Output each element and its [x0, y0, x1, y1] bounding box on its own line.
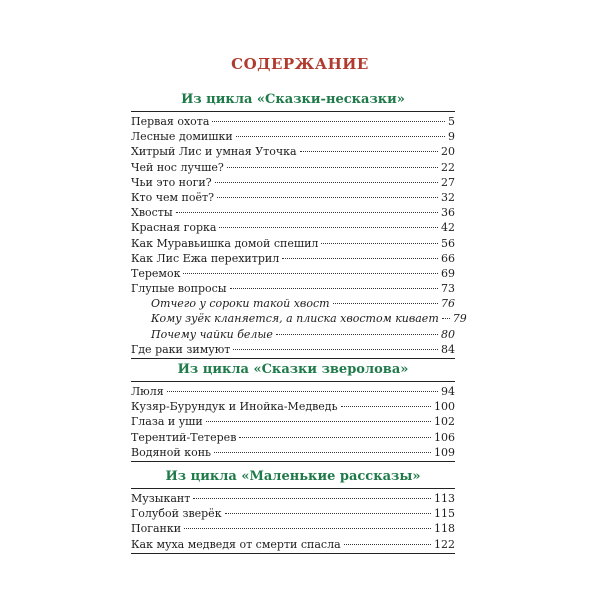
dot-leader: [321, 243, 438, 244]
page-number: 32: [441, 190, 455, 204]
entry-title: Как Лис Ежа перехитрил: [131, 251, 280, 265]
dot-leader: [184, 528, 431, 529]
dot-leader: [214, 452, 431, 453]
dot-leader: [217, 197, 438, 198]
page-number: 106: [434, 430, 455, 444]
dot-leader: [176, 212, 438, 213]
dot-leader: [300, 151, 438, 152]
entry-title: Чьи это ноги?: [131, 175, 212, 189]
page-number: 20: [441, 145, 455, 159]
toc-entry: [131, 384, 455, 399]
dot-leader: [282, 258, 438, 259]
page-number: 100: [434, 400, 455, 414]
dot-leader: [276, 334, 438, 335]
dot-leader: [442, 318, 450, 319]
toc-list: [131, 491, 455, 554]
toc-entry: [131, 342, 455, 357]
dot-leader: [215, 182, 438, 183]
entry-title: Люля: [131, 385, 164, 398]
dot-leader: [333, 303, 438, 304]
entry-title: Глаза и уши: [131, 415, 203, 429]
divider: [131, 111, 455, 112]
dot-leader: [227, 167, 438, 168]
dot-leader: [212, 121, 445, 122]
section-2: [131, 359, 455, 462]
section-heading: Из цикла «Сказки-несказки»: [181, 92, 405, 107]
page-number: 36: [441, 206, 455, 220]
page-number: 94: [441, 385, 455, 398]
toc-entry: [131, 205, 455, 220]
entry-title: Кому зуёк кланяется, а плиска хвостом кивает: [151, 312, 439, 326]
page-number: 109: [434, 445, 455, 459]
dot-leader: [183, 273, 438, 274]
dot-leader: [236, 136, 445, 137]
toc-subentry: [131, 311, 467, 326]
entry-title: Где раки зимуют: [131, 342, 231, 356]
page-number: 73: [441, 282, 455, 296]
toc-list: [131, 114, 467, 359]
entry-title: Хвосты: [131, 206, 173, 220]
entry-title: Музыкант: [131, 492, 191, 505]
toc-entry: [131, 236, 455, 251]
entry-title: Хитрый Лис и умная Уточка: [131, 145, 297, 159]
section-heading: Из цикла «Маленькие рассказы»: [165, 469, 421, 484]
entry-title: Терентий-Тетерев: [131, 430, 237, 444]
dot-leader: [219, 227, 438, 228]
page-number: 56: [441, 236, 455, 250]
entry-title: Кто чем поёт?: [131, 190, 214, 204]
toc-entry: [131, 414, 455, 429]
divider: [131, 553, 455, 554]
toc-entry: [131, 506, 455, 521]
dot-leader: [193, 498, 431, 499]
toc-entry: [131, 129, 455, 144]
dot-leader: [225, 513, 431, 514]
page-number: 9: [448, 130, 455, 144]
dot-leader: [230, 288, 438, 289]
dot-leader: [167, 391, 438, 392]
toc-subentry: [131, 327, 455, 342]
toc-entry: [131, 445, 455, 460]
entry-title: Как муха медведя от смерти спасла: [131, 537, 341, 551]
divider: [131, 461, 455, 462]
divider: [131, 488, 455, 489]
entry-title: Почему чайки белые: [151, 327, 273, 341]
page-number: 66: [441, 251, 455, 265]
page-title: СОДЕРЖАНИЕ: [231, 55, 369, 73]
section-3: [131, 466, 455, 554]
page-number: 102: [434, 415, 455, 429]
entry-title: Первая охота: [131, 115, 210, 128]
toc-entry: [131, 160, 455, 175]
page-number: 122: [434, 537, 455, 551]
toc-entry: [131, 491, 455, 506]
page-number: 5: [448, 115, 455, 128]
page-number: 118: [434, 522, 455, 536]
toc-list: [131, 384, 455, 462]
toc-entry: [131, 251, 455, 266]
dot-leader: [341, 406, 431, 407]
entry-title: Как Муравьишка домой спешил: [131, 236, 319, 250]
page-number: 113: [434, 492, 455, 505]
page-number: 42: [441, 221, 455, 235]
toc-entry: [131, 144, 455, 159]
page-number: 22: [441, 160, 455, 174]
dot-leader: [206, 421, 431, 422]
toc-entry: [131, 220, 455, 235]
entry-title: Красная горка: [131, 221, 217, 235]
entry-title: Кузяр-Бурундук и Инойка-Медведь: [131, 400, 338, 414]
divider: [131, 381, 455, 382]
entry-title: Глупые вопросы: [131, 282, 227, 296]
page-number: 84: [441, 342, 455, 356]
toc-entry: [131, 114, 455, 129]
page-number: 79: [452, 312, 467, 326]
dot-leader: [233, 349, 438, 350]
entry-title: Отчего у сороки такой хвост: [151, 297, 330, 311]
entry-title: Водяной конь: [131, 445, 212, 459]
page-number: 27: [441, 175, 455, 189]
section-1: [131, 89, 467, 359]
dot-leader: [344, 544, 431, 545]
entry-title: Чей нос лучше?: [131, 160, 224, 174]
page-number: 80: [441, 327, 455, 341]
entry-title: Поганки: [131, 522, 182, 536]
toc-entry: [131, 175, 455, 190]
section-heading: Из цикла «Сказки зверолова»: [177, 362, 409, 377]
dot-leader: [239, 437, 431, 438]
toc-entry: [131, 281, 455, 296]
toc-subentry: [131, 296, 455, 311]
page-number: 76: [441, 297, 455, 311]
entry-title: Теремок: [131, 266, 181, 280]
toc-entry: [131, 521, 455, 536]
page-number: 69: [441, 266, 455, 280]
toc-entry: [131, 190, 455, 205]
toc-entry: [131, 537, 455, 552]
entry-title: Лесные домишки: [131, 130, 233, 144]
page-number: 115: [434, 507, 455, 521]
toc-entry: [131, 266, 455, 281]
entry-title: Голубой зверёк: [131, 507, 222, 521]
toc-entry: [131, 399, 455, 414]
toc-entry: [131, 430, 455, 445]
